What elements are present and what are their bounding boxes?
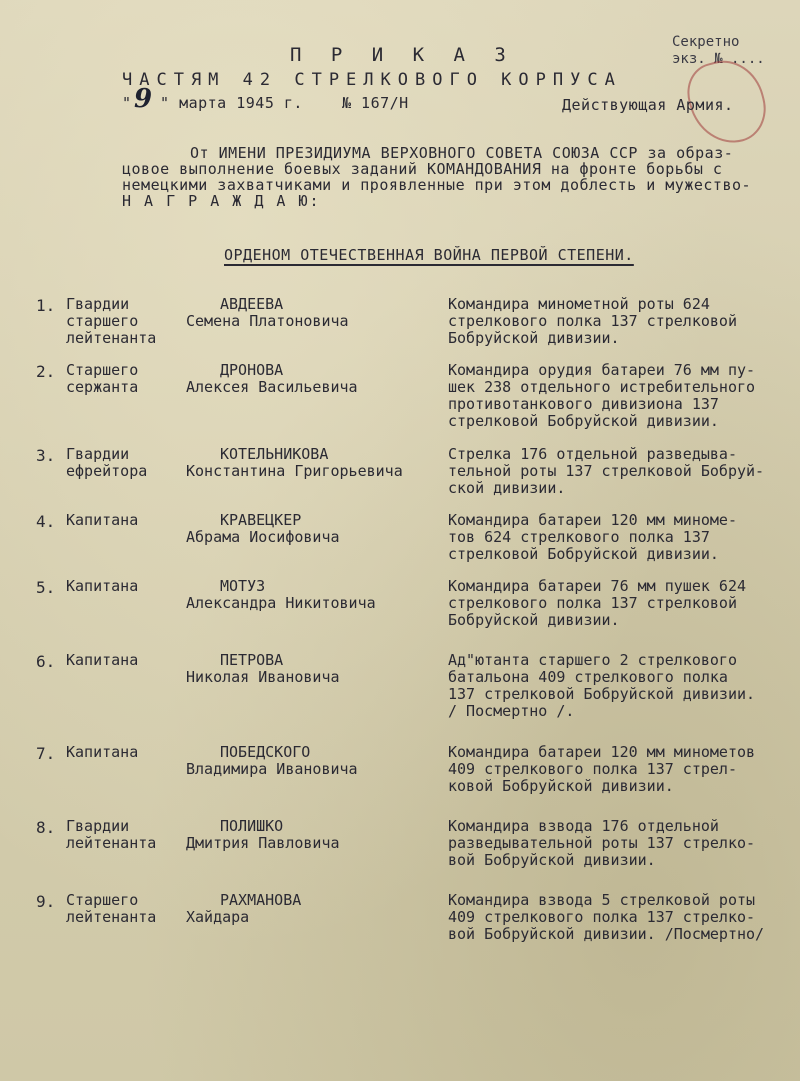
awardee-surname: МОТУЗ	[220, 577, 266, 595]
awardee-description-line: Командира батареи 120 мм миноме-	[448, 511, 737, 529]
awardee-description-line: Командира батареи 76 мм пушек 624	[448, 577, 747, 595]
awardee-description-line: Командира взвода 5 стрелковой роты	[448, 891, 756, 909]
preamble-line-4: Н А Г Р А Ж Д А Ю:	[122, 192, 321, 210]
awardee-description-line: тов 624 стрелкового полка 137	[448, 528, 710, 546]
awardee-description-line: Командира взвода 176 отдельной	[448, 817, 719, 835]
awardee-rank-line: Старшего	[66, 891, 139, 909]
awardee-description-line: Командира орудия батареи 76 мм пу-	[448, 361, 756, 379]
awardee-rank-line: лейтенанта	[66, 908, 157, 926]
awardee-description-line: 409 стрелкового полка 137 стрелко-	[448, 908, 756, 926]
date-month-year: марта 1945 г.	[179, 94, 303, 112]
awardee-description-line: противотанкового дивизиона 137	[448, 395, 719, 413]
classification-stamp: Секретно	[672, 34, 740, 50]
awardee-number: 3.	[36, 446, 56, 465]
awardee-surname: АВДЕЕВА	[220, 295, 284, 313]
awardee-description-line: стрелкового полка 137 стрелковой	[448, 594, 737, 612]
document-title: П Р И К А З	[290, 44, 515, 66]
awardee-rank-line: Гвардии	[66, 445, 130, 463]
awardee-surname: КОТЕЛЬНИКОВА	[220, 445, 329, 463]
awardee-rank-line: сержанта	[66, 378, 139, 396]
date-text: " марта 1945 г.	[160, 94, 303, 112]
awardee-rank-line: лейтенанта	[66, 834, 157, 852]
awardee-description-line: Командира батареи 120 мм минометов	[448, 743, 756, 761]
awardee-given-name: Владимира Ивановича	[186, 760, 358, 778]
awardee-given-name: Семена Платоновича	[186, 312, 349, 330]
awardee-surname: ПЕТРОВА	[220, 651, 284, 669]
awardee-number: 1.	[36, 296, 56, 315]
awardee-rank-line: старшего	[66, 312, 139, 330]
awardee-number: 4.	[36, 512, 56, 531]
awardee-surname: ПОЛИШКО	[220, 817, 284, 835]
awardee-rank-line: Капитана	[66, 651, 139, 669]
awardee-rank-line: Капитана	[66, 743, 139, 761]
awardee-surname: РАХМАНОВА	[220, 891, 302, 909]
copy-number: экз. № ....	[672, 51, 765, 67]
awardee-description-line: Стрелка 176 отдельной разведыва-	[448, 445, 737, 463]
awardee-description-line: Бобруйской дивизии.	[448, 329, 620, 347]
awardee-given-name: Николая Ивановича	[186, 668, 340, 686]
awardee-description-line: батальона 409 стрелкового полка	[448, 668, 728, 686]
awardee-description-line: вой Бобруйской дивизии. /Посмертно/	[448, 925, 765, 943]
awardee-number: 6.	[36, 652, 56, 671]
awardee-given-name: Константина Григорьевича	[186, 462, 403, 480]
awardee-description-line: ской дивизии.	[448, 479, 566, 497]
awardee-description-line: стрелкового полка 137 стрелковой	[448, 312, 737, 330]
awardee-rank-line: Гвардии	[66, 295, 130, 313]
preamble-line-1: От ИМЕНИ ПРЕЗИДИУМА ВЕРХОВНОГО СОВЕТА СОЮЗА ССР за образ-	[190, 144, 734, 162]
order-heading: ОРДЕНОМ ОТЕЧЕСТВЕННАЯ ВОЙНА ПЕРВОЙ СТЕПЕНИ.	[224, 246, 634, 264]
preamble-line-2: цовое выполнение боевых заданий КОМАНДОВАНИЯ на фронте борьбы с	[122, 160, 723, 178]
awardee-description-line: Бобруйской дивизии.	[448, 611, 620, 629]
awardee-description-line: тельной роты 137 стрелковой Бобруй-	[448, 462, 765, 480]
awardee-description-line: 137 стрелковой Бобруйской дивизии.	[448, 685, 756, 703]
awardee-rank-line: Старшего	[66, 361, 139, 379]
awardee-surname: КРАВЕЦКЕР	[220, 511, 302, 529]
awardee-rank-line: лейтенанта	[66, 329, 157, 347]
awardee-surname: ДРОНОВА	[220, 361, 284, 379]
date-day-handwritten: 9	[134, 84, 153, 114]
awardee-number: 2.	[36, 362, 56, 381]
awardee-description-line: стрелковой Бобруйской дивизии.	[448, 545, 719, 563]
awardee-given-name: Александра Никитовича	[186, 594, 376, 612]
awardee-description-line: вой Бобруйской дивизии.	[448, 851, 656, 869]
awardee-rank-line: Гвардии	[66, 817, 130, 835]
awardee-given-name: Дмитрия Павловича	[186, 834, 340, 852]
order-number: № 167/Н	[342, 94, 409, 112]
awardee-description-line: 409 стрелкового полка 137 стрел-	[448, 760, 737, 778]
awardee-given-name: Алексея Васильевича	[186, 378, 358, 396]
awardee-rank-line: Капитана	[66, 511, 139, 529]
awardee-description-line: Ад"ютанта старшего 2 стрелкового	[448, 651, 737, 669]
awardee-given-name: Хайдара	[186, 908, 250, 926]
awardee-surname: ПОБЕДСКОГО	[220, 743, 311, 761]
date-open-quote: "	[122, 94, 132, 112]
awardee-number: 8.	[36, 818, 56, 837]
document-subtitle: ЧАСТЯМ 42 СТРЕЛКОВОГО КОРПУСА	[122, 70, 622, 90]
awardee-rank-line: Капитана	[66, 577, 139, 595]
awardee-description-line: шек 238 отдельного истребительного	[448, 378, 756, 396]
preamble-line-3: немецкими захватчиками и проявленные при этом доблесть и мужество-	[122, 176, 752, 194]
awardee-number: 9.	[36, 892, 56, 911]
awardee-description-line: разведывательной роты 137 стрелко-	[448, 834, 756, 852]
awardee-number: 7.	[36, 744, 56, 763]
awardee-rank-line: ефрейтора	[66, 462, 148, 480]
awardee-description-line: Командира минометной роты 624	[448, 295, 710, 313]
awardee-description-line: / Посмертно /.	[448, 702, 575, 720]
awardee-number: 5.	[36, 578, 56, 597]
awardee-given-name: Абрама Иосифовича	[186, 528, 340, 546]
army-label: Действующая Армия.	[562, 96, 734, 114]
awardee-description-line: стрелковой Бобруйской дивизии.	[448, 412, 719, 430]
awardee-description-line: ковой Бобруйской дивизии.	[448, 777, 674, 795]
